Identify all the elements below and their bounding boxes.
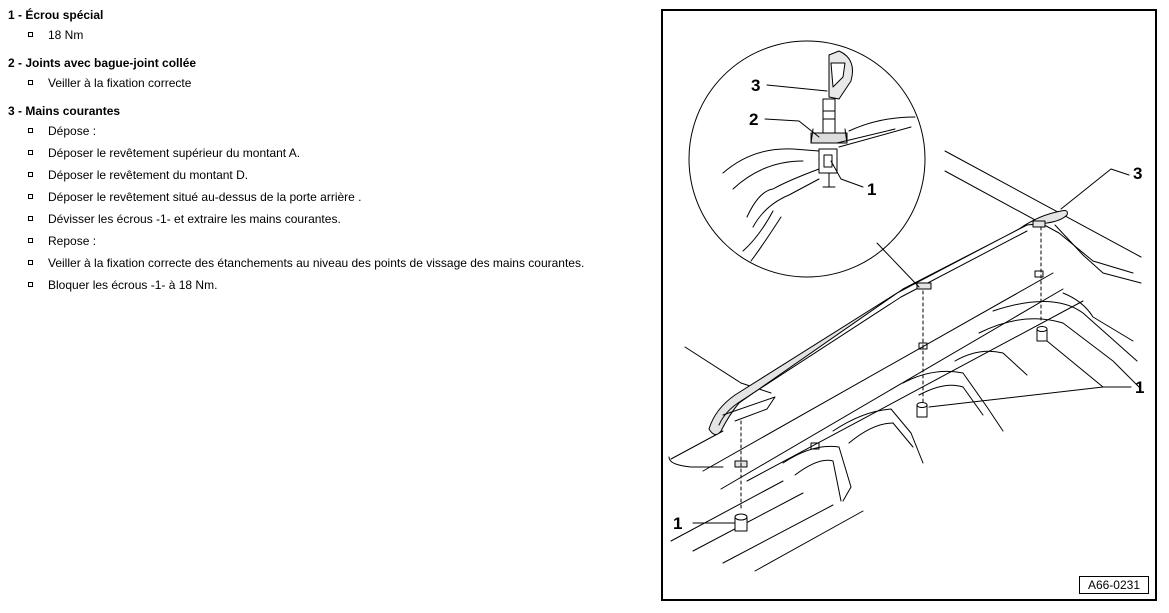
section-number: 3 [8,104,15,118]
bullet-text: Déposer le revêtement supérieur du montant A. [48,146,301,160]
square-bullet-icon [28,238,33,243]
callout-3-detail: 3 [751,76,761,95]
section-mains-courantes [8,102,648,296]
separator: - [14,104,26,118]
separator: - [14,56,26,70]
square-bullet-icon [28,80,33,85]
technical-illustration [661,9,1157,601]
section-joints [8,54,648,94]
section-number: 2 [8,56,15,70]
bullet-text: Déposer le revêtement du montant D. [48,168,249,182]
square-bullet-icon [28,260,33,265]
nut-right [1037,327,1047,342]
list-item [8,274,648,296]
section-title [8,102,648,120]
section-title [8,6,648,24]
list-item [8,24,648,46]
callout-1-nuts-right: 1 [1135,378,1145,397]
separator: - [14,8,26,22]
square-bullet-icon [28,194,33,199]
square-bullet-icon [28,216,33,221]
bullet-text: Repose : [48,234,97,248]
callout-2-detail: 2 [749,110,759,129]
callout-3-rail: 3 [1133,164,1143,183]
callout-1-nut-left: 1 [673,514,683,533]
list-item [8,208,648,230]
square-bullet-icon [28,128,33,133]
section-title [8,54,648,72]
section-number: 1 [8,8,15,22]
list-item [8,142,648,164]
bullet-text: Veiller à la fixation correcte [48,76,192,90]
bullet-text: 18 Nm [48,28,84,42]
square-bullet-icon [28,172,33,177]
bullet-text: Veiller à la fixation correcte des étanchements au niveau des points de vissage des mains courantes. [48,256,585,270]
bullet-list [8,120,648,296]
bullet-text: Déposer le revêtement situé au-dessus de la porte arrière . [48,190,362,204]
list-item [8,120,648,142]
list-item [8,230,648,252]
callout-1-detail: 1 [867,180,877,199]
detail-view [689,41,925,287]
nut-left [735,514,747,531]
instructions-panel [8,6,648,304]
roof-rail-diagram [663,11,1155,599]
section-heading: Mains courantes [25,104,121,118]
bullet-text: Dévisser les écrous -1- et extraire les mains courantes. [48,212,341,226]
bullet-text: Dépose : [48,124,97,138]
list-item [8,164,648,186]
figure-reference-label: A66-0231 [1079,576,1149,594]
square-bullet-icon [28,32,33,37]
bullet-list [8,72,648,94]
list-item [8,186,648,208]
section-ecrou-special [8,6,648,46]
square-bullet-icon [28,150,33,155]
list-item [8,72,648,94]
section-heading: Écrou spécial [25,8,104,22]
square-bullet-icon [28,282,33,287]
list-item [8,252,648,274]
special-nuts [735,327,1047,532]
nut-center [917,403,927,418]
section-heading: Joints avec bague-joint collée [25,56,197,70]
bullet-list [8,24,648,46]
bullet-text: Bloquer les écrous -1- à 18 Nm. [48,278,218,292]
